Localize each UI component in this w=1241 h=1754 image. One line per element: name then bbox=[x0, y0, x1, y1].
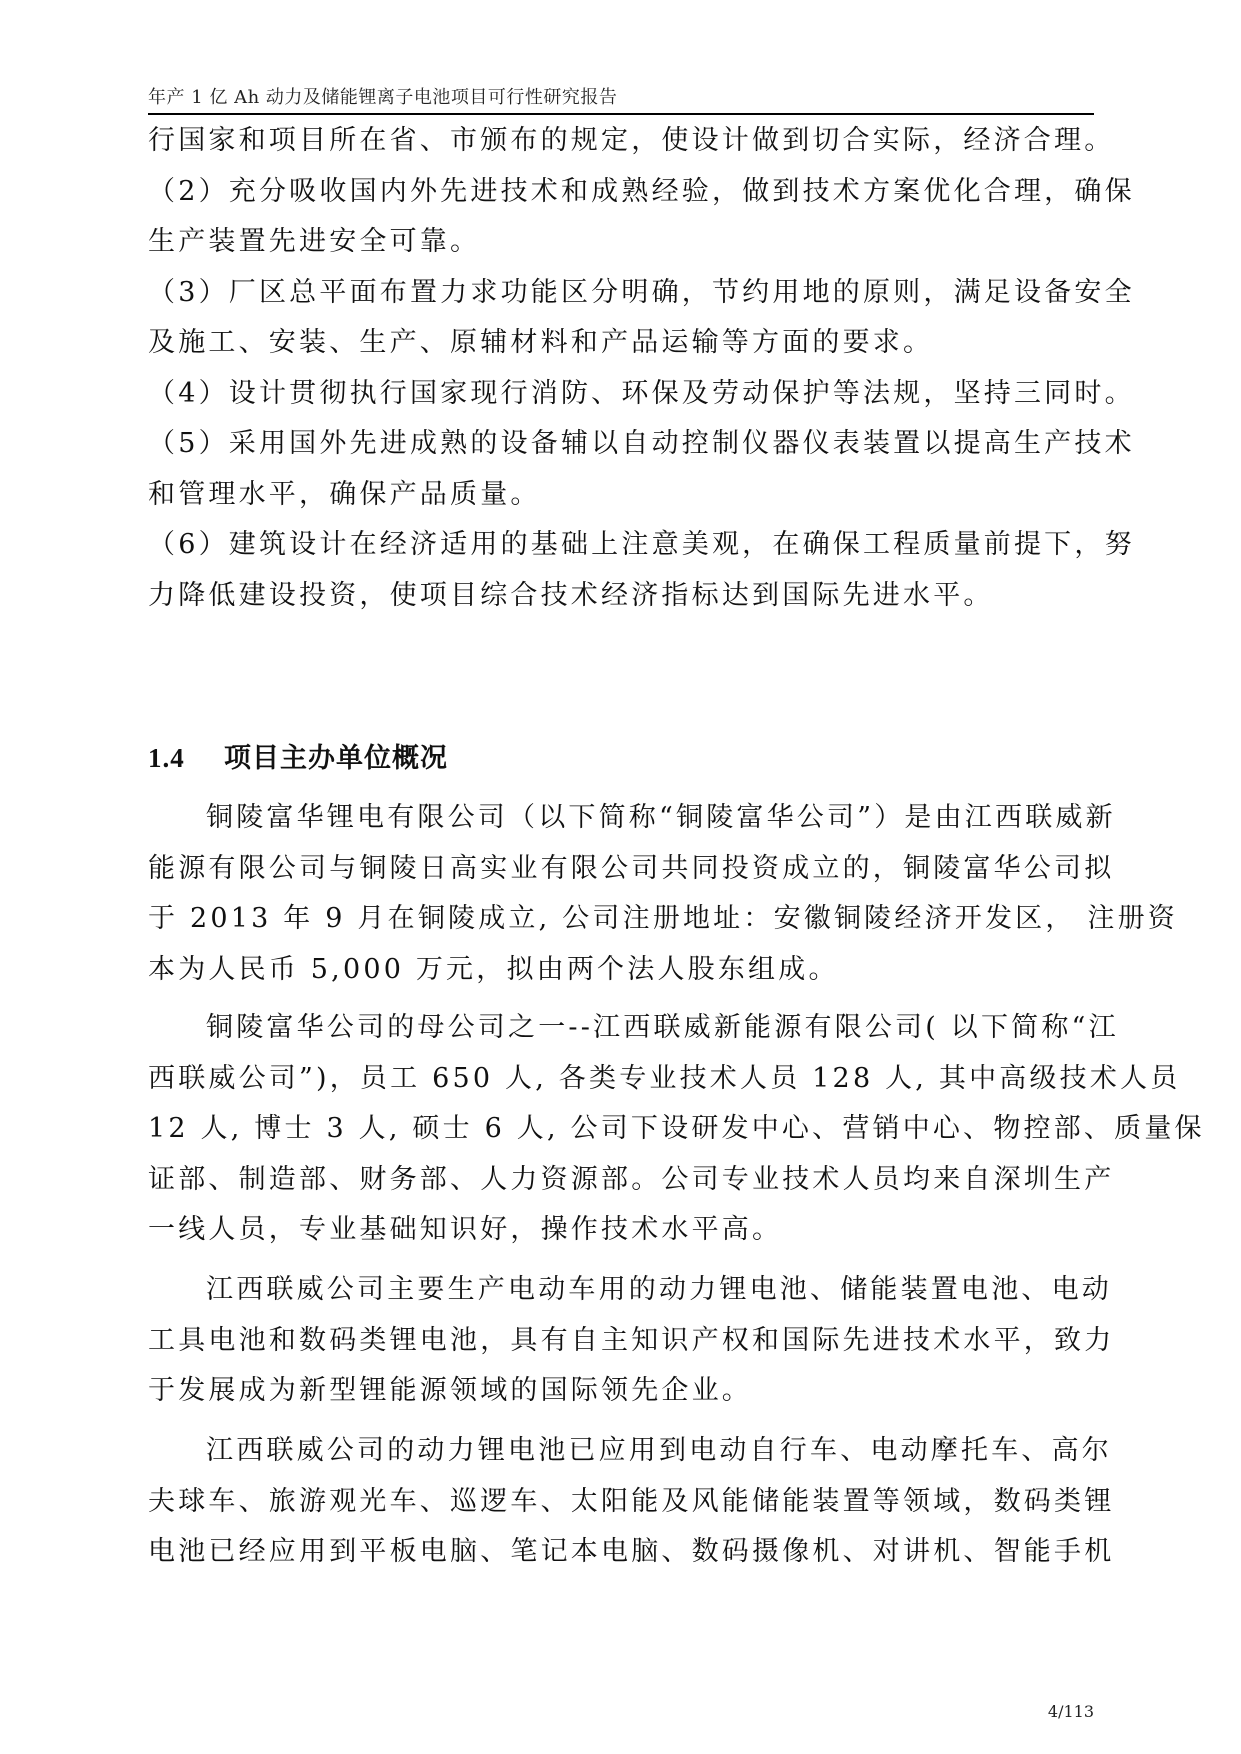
principle-line: （3）厂区总平面布置力求功能区分明确，节约用地的原则，满足设备安全 bbox=[148, 277, 1135, 308]
paragraph-line: 12 人, 博士 3 人, 硕士 6 人, 公司下设研发中心、营销中心、物控部、质量保 bbox=[148, 1113, 1205, 1144]
principle-line: 力降低建设投资，使项目综合技术经济指标达到国际先进水平。 bbox=[148, 580, 994, 611]
section-title: 项目主办单位概况 bbox=[224, 743, 448, 774]
paragraph-line: 工具电池和数码类锂电池，具有自主知识产权和国际先进技术水平，致力 bbox=[148, 1325, 1115, 1356]
header-rule bbox=[148, 113, 1094, 115]
paragraph-line: 电池已经应用到平板电脑、笔记本电脑、数码摄像机、对讲机、智能手机 bbox=[148, 1536, 1115, 1567]
running-header: 年产 1 亿 Ah 动力及储能锂离子电池项目可行性研究报告 bbox=[148, 87, 618, 108]
principle-line: （2）充分吸收国内外先进技术和成熟经验，做到技术方案优化合理，确保 bbox=[148, 176, 1135, 207]
principle-line: 和管理水平，确保产品质量。 bbox=[148, 479, 541, 510]
section-number: 1.4 bbox=[148, 743, 185, 773]
paragraph-line: 西联威公司”)，员工 650 人, 各类专业技术人员 128 人, 其中高级技术人员 bbox=[148, 1063, 1181, 1094]
principle-line: 生产装置先进安全可靠。 bbox=[148, 226, 481, 257]
paragraph-line: 能源有限公司与铜陵日高实业有限公司共同投资成立的，铜陵富华公司拟 bbox=[148, 853, 1115, 884]
paragraph-line: 本为人民币 5,000 万元，拟由两个法人股东组成。 bbox=[148, 954, 839, 985]
principle-line: （6）建筑设计在经济适用的基础上注意美观，在确保工程质量前提下，努 bbox=[148, 529, 1135, 560]
principle-line: 行国家和项目所在省、市颁布的规定，使设计做到切合实际，经济合理。 bbox=[148, 125, 1115, 156]
paragraph-line: 于发展成为新型锂能源领域的国际领先企业。 bbox=[148, 1375, 752, 1406]
paragraph-line: 于 2013 年 9 月在铜陵成立, 公司注册地址：安徽铜陵经济开发区， 注册资 bbox=[148, 903, 1178, 934]
paragraph-line: 铜陵富华公司的母公司之一--江西联威新能源有限公司( 以下简称“江 bbox=[206, 1012, 1119, 1043]
paragraph-line: 铜陵富华锂电有限公司（以下简称“铜陵富华公司”）是由江西联威新 bbox=[206, 802, 1116, 833]
paragraph-line: 夫球车、旅游观光车、巡逻车、太阳能及风能储能装置等领域，数码类锂 bbox=[148, 1486, 1115, 1517]
paragraph-line: 证部、制造部、财务部、人力资源部。公司专业技术人员均来自深圳生产 bbox=[148, 1164, 1115, 1195]
section-heading bbox=[148, 740, 748, 777]
principle-line: （4）设计贯彻执行国家现行消防、环保及劳动保护等法规，坚持三同时。 bbox=[148, 378, 1135, 409]
page-number: 4/113 bbox=[1047, 1702, 1094, 1721]
principle-line: 及施工、安装、生产、原辅材料和产品运输等方面的要求。 bbox=[148, 327, 934, 358]
paragraph-line: 江西联威公司的动力锂电池已应用到电动自行车、电动摩托车、高尔 bbox=[206, 1435, 1112, 1466]
principle-line: （5）采用国外先进成熟的设备辅以自动控制仪器仪表装置以提高生产技术 bbox=[148, 428, 1135, 459]
paragraph-line: 江西联威公司主要生产电动车用的动力锂电池、储能装置电池、电动 bbox=[206, 1274, 1112, 1305]
paragraph-line: 一线人员，专业基础知识好，操作技术水平高。 bbox=[148, 1214, 783, 1245]
